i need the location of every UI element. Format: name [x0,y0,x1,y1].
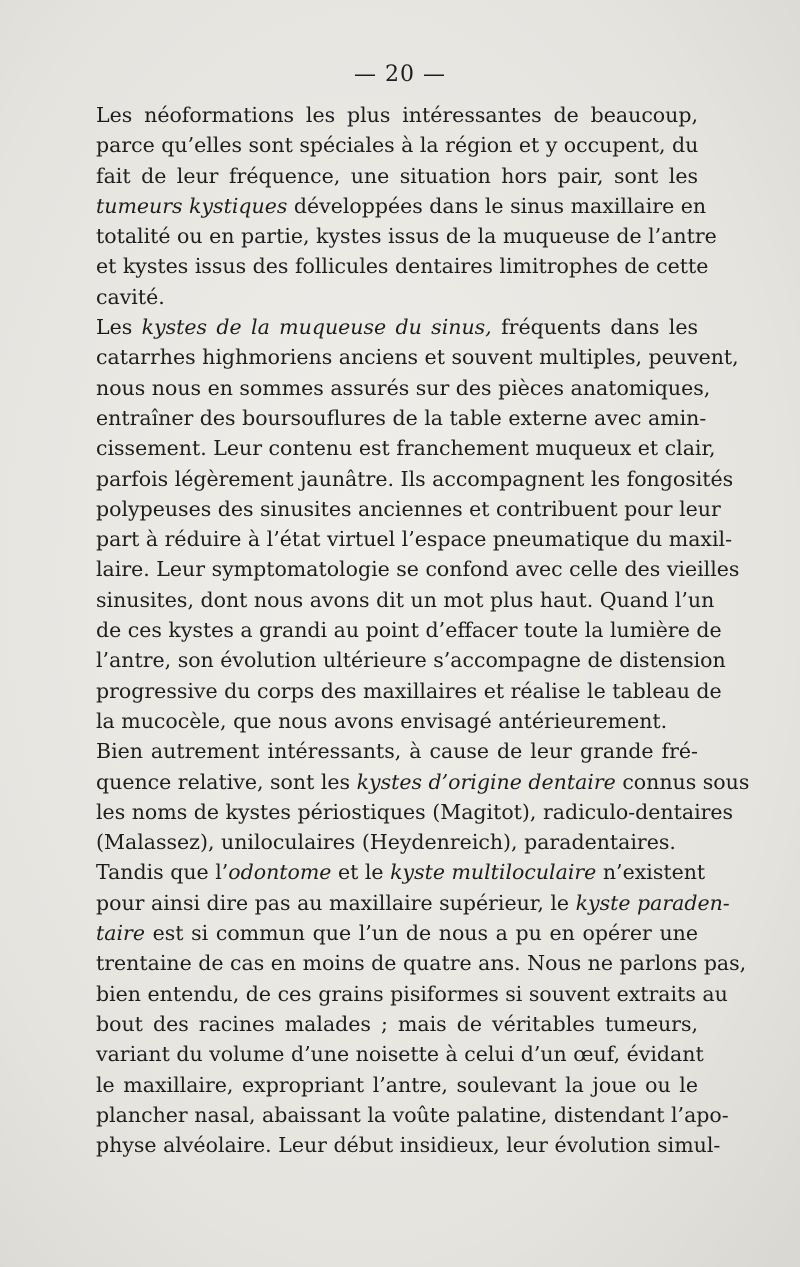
text-segment: sinusites, dont nous avons dit un mot plus haut. Quand l’un [96,587,715,612]
text-line [72,827,698,857]
text-segment: variant du volume d’une noisette à celui d’un œuf, évidant [96,1042,704,1067]
text-line [72,979,728,1009]
text-segment: Bien autrement intéressants, à cause de leur grande fré- [96,739,698,764]
text-line [72,615,722,645]
body-text [72,100,750,1160]
text-line [72,767,750,797]
text-segment: Les [96,315,142,340]
text-line [72,100,698,130]
text-segment: et le [331,860,391,885]
text-segment: développées dans le sinus maxillaire en [287,193,707,218]
text-line [72,857,706,887]
text-segment: odontome [228,860,332,885]
text-segment: kystes de la muqueuse du sinus, [141,315,492,340]
paragraph [72,312,740,736]
text-segment: est si commun que l’un de nous a pu en opérer une [144,921,698,946]
text-segment: fréquents dans les [491,315,699,340]
text-segment: et kystes issus des follicules dentaires limitrophes de cette [96,254,709,279]
text-segment: kyste multiloculaire [390,860,597,885]
text-line [72,918,698,948]
text-line [72,645,726,675]
text-segment: fait de leur fréquence, une situation hors pair, sont les [96,163,698,188]
text-segment: de ces kystes a grandi au point d’effacer toute la lumière de [96,618,722,643]
text-segment: kyste paraden- [575,890,730,915]
text-line [72,1009,698,1039]
text-segment: (Malassez), uniloculaires (Heydenreich), paradentaires. [96,830,676,855]
text-line [72,1130,721,1160]
text-segment: plancher nasal, abaissant la voûte palatine, distendant l’apo- [96,1102,729,1127]
text-segment: kystes d’origine dentaire [356,769,616,794]
text-segment: le maxillaire, expropriant l’antre, soulevant la joue ou le [96,1072,698,1097]
text-segment: totalité ou en partie, kystes issus de la muqueuse de l’antre [96,224,717,249]
text-line [72,676,722,706]
text-segment: laire. Leur symptomatologie se confond avec celle des vieilles [96,557,740,582]
text-segment: bout des racines malades ; mais de véritables tumeurs, [96,1011,698,1036]
text-segment: progressive du corps des maxillaires et réalise le tableau de [96,678,722,703]
text-segment: n’existent [596,860,706,885]
text-line [72,251,709,281]
text-segment: catarrhes highmoriens anciens et souvent multiples, peuvent, [96,345,739,370]
text-segment: parfois légèrement jaunâtre. Ils accompagnent les fongosités [96,466,734,491]
text-segment: Tandis que l’ [96,860,229,885]
text-line [72,373,711,403]
text-line [72,312,698,342]
text-line [72,1039,704,1069]
text-segment: connus sous [615,769,750,794]
paragraph [72,857,747,1160]
text-line [72,282,698,312]
text-segment: physe alvéolaire. Leur début insidieux, leur évolution simul- [96,1133,721,1158]
text-line [72,221,717,251]
page-number: — 20 — [354,62,446,87]
paragraph [72,736,750,857]
text-line [72,736,698,766]
text-segment: bien entendu, de ces grains pisiformes si souvent extraits au [96,981,728,1006]
text-line [72,1070,698,1100]
text-segment: Les néoformations les plus intéressantes de beaucoup, [96,103,698,127]
text-segment: cissement. Leur contenu est franchement muqueux et clair, [96,436,716,461]
text-line [72,342,739,372]
paragraph [72,100,717,312]
text-line [72,464,734,494]
text-segment: quence relative, sont les [96,769,357,794]
text-line [72,888,730,918]
text-line [72,161,698,191]
text-segment: l’antre, son évolution ultérieure s’accompagne de distension [96,648,726,673]
text-segment: part à réduire à l’état virtuel l’espace pneumatique du maxil- [96,527,733,552]
text-line [72,554,740,584]
text-segment: cavité. [96,284,165,309]
text-segment: tumeurs kystiques [96,193,288,218]
text-line [72,130,698,160]
text-segment: entraîner des boursouflures de la table externe avec amin- [96,405,707,430]
text-line [72,706,698,736]
text-segment: pour ainsi dire pas au maxillaire supérieur, le [96,890,576,915]
text-line [72,191,707,221]
text-segment: taire [96,921,145,946]
text-segment: nous nous en sommes assurés sur des pièces anatomiques, [96,375,711,400]
text-line [72,494,721,524]
text-line [72,948,747,978]
text-line [72,1100,729,1130]
text-line [72,403,707,433]
text-line [72,524,733,554]
text-line [72,585,715,615]
text-segment: parce qu’elles sont spéciales à la région et y occupent, du [96,133,699,158]
text-line [72,433,716,463]
text-segment: trentaine de cas en moins de quatre ans. Nous ne parlons pas, [96,951,747,976]
text-segment: les noms de kystes périostiques (Magitot), radiculo-dentaires [96,799,734,824]
text-line [72,797,734,827]
text-segment: la mucocèle, que nous avons envisagé antérieurement. [96,708,668,733]
text-segment: polypeuses des sinusites anciennes et contribuent pour leur [96,496,721,521]
